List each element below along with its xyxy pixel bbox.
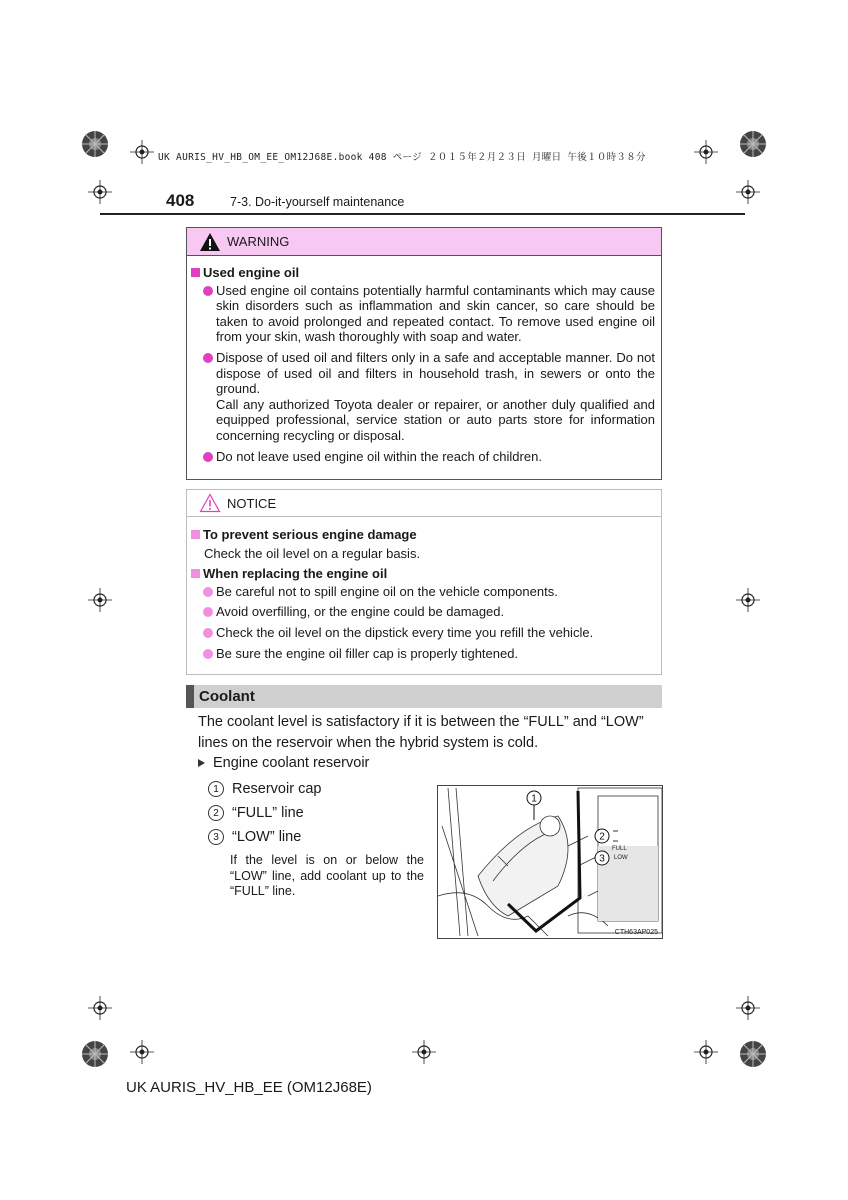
callout-number: 3 xyxy=(208,829,224,845)
procedure-step xyxy=(198,755,369,771)
warning-title-bar xyxy=(187,228,661,256)
crosshair-mark-icon xyxy=(130,1040,154,1064)
notice-subhead xyxy=(191,527,655,543)
crosshair-mark-icon xyxy=(694,1040,718,1064)
crosshair-mark-icon xyxy=(736,588,760,612)
bullet-icon xyxy=(203,649,213,659)
coolant-note: If the level is on or below the “LOW” line, add coolant up to the “FULL” line. xyxy=(230,853,424,899)
callout-number: 2 xyxy=(208,805,224,821)
notice-text: Check the oil level on a regular basis. xyxy=(204,545,421,561)
list-item xyxy=(203,604,655,620)
warning-subhead xyxy=(191,265,655,281)
legend-item xyxy=(208,781,321,797)
full-mark: FULL xyxy=(612,846,627,852)
callout-2: 2 xyxy=(599,831,605,843)
legend-label: “LOW” line xyxy=(232,829,302,845)
list-item-continuation: Call any authorized Toyota dealer or repairer, or another duly qualified and equipped professional, service station or auto parts store for information concerning recycling or disposal. xyxy=(216,396,655,443)
warning-box xyxy=(186,227,662,480)
bullet-icon xyxy=(203,286,213,296)
notice-subhead-text: To prevent serious engine damage xyxy=(203,527,417,542)
notice-title-bar xyxy=(187,490,661,517)
legend-item xyxy=(208,829,301,845)
crosshair-mark-icon xyxy=(412,1040,436,1064)
registration-mark-icon xyxy=(80,126,110,162)
registration-mark-icon xyxy=(738,126,768,162)
crosshair-mark-icon xyxy=(88,996,112,1020)
list-item xyxy=(203,350,655,397)
bullet-icon xyxy=(203,587,213,597)
list-item xyxy=(203,283,655,345)
list-item-text: Do not leave used engine oil within the reach of children. xyxy=(216,448,542,464)
crosshair-mark-icon xyxy=(88,588,112,612)
crosshair-mark-icon xyxy=(736,996,760,1020)
square-bullet-icon xyxy=(191,569,200,578)
notice-box xyxy=(186,489,662,675)
list-item xyxy=(203,625,655,641)
list-item-text: Avoid overfilling, or the engine could be damaged. xyxy=(216,604,505,620)
square-bullet-icon xyxy=(191,530,200,539)
list-item xyxy=(203,449,655,465)
square-bullet-icon xyxy=(191,268,200,277)
notice-subhead xyxy=(191,566,655,582)
coolant-reservoir-figure xyxy=(437,785,663,939)
warning-title: WARNING xyxy=(227,234,290,249)
callout-3: 3 xyxy=(599,853,605,865)
warning-subhead-text: Used engine oil xyxy=(203,265,300,280)
registration-mark-icon xyxy=(80,1036,110,1072)
header-rule xyxy=(100,213,745,215)
warning-triangle-icon xyxy=(199,232,221,252)
legend-item xyxy=(208,805,304,821)
bullet-icon xyxy=(203,452,213,462)
list-item-text: Check the oil level on the dipstick every time you refill the vehicle. xyxy=(216,624,594,640)
arrow-right-icon xyxy=(198,759,205,767)
notice-subhead-text: When replacing the engine oil xyxy=(203,566,388,582)
figure-code: CTH63AP025 xyxy=(614,929,658,936)
bullet-icon xyxy=(203,353,213,363)
registration-mark-icon xyxy=(738,1036,768,1072)
bullet-icon xyxy=(203,607,213,617)
crosshair-mark-icon xyxy=(130,140,154,164)
bullet-icon xyxy=(203,628,213,638)
callout-number: 1 xyxy=(208,781,224,797)
print-info-line: UK AURIS_HV_HB_OM_EE_OM12J68E.book 408 ページ ２０１５年２月２３日 月曜日 午後１０時３８分 xyxy=(158,152,646,163)
list-item-text: Dispose of used oil and filters only in a safe and acceptable manner. Do not dispose of used oil and filters in household trash, in sewers or onto the ground. xyxy=(216,349,655,397)
legend-label: Reservoir cap xyxy=(232,781,322,797)
notice-triangle-icon xyxy=(199,493,221,513)
crosshair-mark-icon xyxy=(736,180,760,204)
callout-1: 1 xyxy=(531,793,537,805)
crosshair-mark-icon xyxy=(88,180,112,204)
list-item xyxy=(203,646,655,662)
crosshair-mark-icon xyxy=(694,140,718,164)
coolant-heading: Coolant xyxy=(186,685,662,708)
list-item xyxy=(203,584,655,600)
coolant-intro: The coolant level is satisfactory if it is between the “FULL” and “LOW” lines on the reservoir when the hybrid system is cold. xyxy=(198,714,644,751)
low-mark: LOW xyxy=(614,855,628,861)
footer-doc-code: UK AURIS_HV_HB_EE (OM12J68E) xyxy=(126,1079,372,1096)
page-number: 408 xyxy=(166,191,195,210)
list-item-text: Be careful not to spill engine oil on the vehicle components. xyxy=(216,583,558,599)
legend-label: “FULL” line xyxy=(232,805,304,821)
list-item-text: Be sure the engine oil filler cap is properly tightened. xyxy=(216,645,519,661)
section-heading: 7-3. Do-it-yourself maintenance xyxy=(230,195,405,209)
notice-title: NOTICE xyxy=(227,495,277,511)
list-item-text: Used engine oil contains potentially harmful contaminants which may cause skin disorders such as inflammation and skin cancer, so care should be taken to avoid prolonged and repeated contact. To remove used engine oil from your skin, wash thoroughly with soap and water. xyxy=(216,282,655,345)
engine-bay-illustration xyxy=(438,786,662,938)
procedure-step-text: Engine coolant reservoir xyxy=(213,755,370,771)
